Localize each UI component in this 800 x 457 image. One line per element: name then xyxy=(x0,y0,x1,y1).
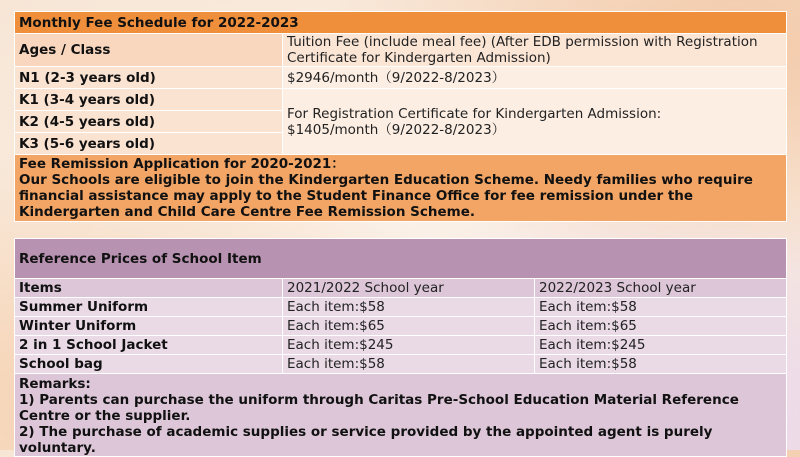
item-school-bag: School bag xyxy=(15,355,283,374)
k-fee-line2: $1405/month（9/2022-8/2023） xyxy=(287,121,506,138)
price-2022: Each item:$245 xyxy=(535,336,787,355)
ages-class-header: Ages / Class xyxy=(15,34,283,67)
year-2022-header: 2022/2023 School year xyxy=(535,279,787,298)
remission-text: Our Schools are eligible to join the Kindergarten Education Scheme. Needy families who require financial assistance may apply to the Student Finance Office for fee remission under the Kindergarten and Child Care Centre Fee Remission Scheme. xyxy=(19,172,753,220)
k-fee-line1: For Registration Certificate for Kindergarten Admission: xyxy=(287,105,662,122)
monthly-fee-table xyxy=(14,11,787,222)
remark-1: 1) Parents can purchase the uniform through Caritas Pre-School Education Material Reference Centre or the supplier. xyxy=(19,392,739,424)
price-2022: Each item:$65 xyxy=(535,317,787,336)
class-k1: K1 (3-4 years old) xyxy=(15,89,283,111)
items-header: Items xyxy=(15,279,283,298)
school-items-table xyxy=(14,238,787,457)
fee-table-title: Monthly Fee Schedule for 2022-2023 xyxy=(15,12,787,34)
remission-title: Fee Remission Application for 2020-2021： xyxy=(19,156,345,172)
fee-remission-note xyxy=(15,155,787,222)
remark-2: 2) The purchase of academic supplies or service provided by the appointed agent is purely voluntary. xyxy=(19,424,713,456)
items-table-title: Reference Prices of School Item xyxy=(15,239,787,279)
price-2021: Each item:$58 xyxy=(283,298,535,317)
class-k2: K2 (4-5 years old) xyxy=(15,111,283,133)
item-summer-uniform: Summer Uniform xyxy=(15,298,283,317)
class-k3: K3 (5-6 years old) xyxy=(15,133,283,155)
n1-fee: $2946/month（9/2022-8/2023） xyxy=(283,67,787,89)
price-2022: Each item:$58 xyxy=(535,355,787,374)
item-school-jacket: 2 in 1 School Jacket xyxy=(15,336,283,355)
remarks-title: Remarks: xyxy=(19,376,91,392)
tuition-fee-header: Tuition Fee (include meal fee) (After EDB permission with Registration Certificate for Kindergarten Admission) xyxy=(283,34,787,67)
price-2021: Each item:$65 xyxy=(283,317,535,336)
k-fee xyxy=(283,89,787,155)
item-winter-uniform: Winter Uniform xyxy=(15,317,283,336)
class-n1: N1 (2-3 years old) xyxy=(15,67,283,89)
price-2022: Each item:$58 xyxy=(535,298,787,317)
remarks xyxy=(15,374,787,457)
year-2021-header: 2021/2022 School year xyxy=(283,279,535,298)
price-2021: Each item:$245 xyxy=(283,336,535,355)
price-2021: Each item:$58 xyxy=(283,355,535,374)
